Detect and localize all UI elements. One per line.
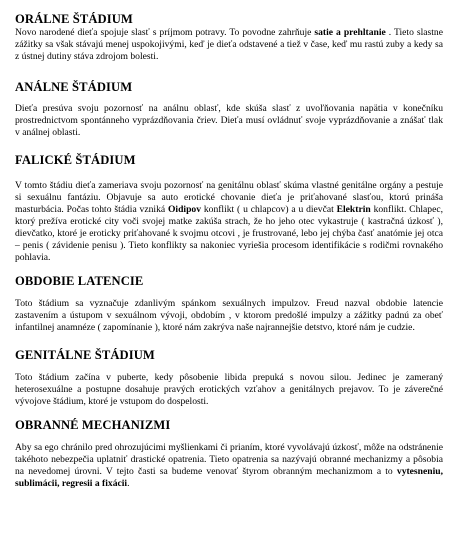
bold-term: Elektrin [336,203,371,215]
section-defense-mechanisms [15,418,443,490]
section-paragraph: Toto štádium začína v puberte, kedy pôsobenie libida prepuká s novou silou. Jedinec je zameraný heterosexuálne a postupne dosahuje pravých erotických vzťahov a genitálnych prejavov. To je záverečné vývojove štádium, ktoré je vstupom do dospelosti. [15,371,443,407]
section-heading: OBRANNÉ MECHANIZMI [15,417,171,432]
bold-term: vytesneniu, sublimácii, regresii a fixácii [15,465,443,490]
section-genital-stage [15,348,443,408]
section-paragraph: Novo narodené dieťa spojuje slasť s príjmom potravy. To povodne zahrňuje satie a prehltanie . Tieto slastne zážitky sa však stávajú menej uspokojivými, keď je dieťa odstavené a tiež v čase, keď mu rastú zuby a kedy sa z ústnej dutiny stáva zdrojom bolesti. [15,27,443,63]
section-heading: ANÁLNE ŠTÁDIUM [15,80,133,95]
section-latency-period [15,274,443,334]
bold-term: satie a prehltanie [314,27,386,38]
section-paragraph: Toto štádium sa vyznačuje zdanlivým spánkom sexuálnych impulzov. Freud nazval obdobie latencie zastavením a ústupom v sexuálnom vývoji, obdobím , v ktorom predošlé impulzy a zážitky padnú za obeť infantilnej anamnéze ( zapomínanie ), ktoré nám zakrýva naše najrannejšie detstvo, ktoré nám je cudzie. [15,298,443,334]
section-heading: ORÁLNE ŠTÁDIUM [15,12,133,26]
section-heading: FALICKÉ ŠTÁDIUM [15,152,136,167]
section-phallic-stage [15,153,443,265]
section-anal-stage [15,80,443,139]
section-oral-stage [15,12,443,63]
section-heading: GENITÁLNE ŠTÁDIUM [15,347,155,362]
bold-term: Oidipov [167,203,202,215]
section-paragraph: V tomto štádiu dieťa zameriava svoju pozornosť na genitálnu oblasť skúma vlastné genitálne orgány a pestuje si sexuálnu fantáziu. Objavuje sa auto erotické chovanie dieťa je priťahované slasťou, ktorú prináša masturbácia. Počas tohto štádia vzniká Oidipov konflikt ( u chlapcov) a u dievčat Elektrin konflikt. Chlapec, ktorý prežíva erotické city voči svojej matke zakúša strach, že ho jeho otec vykastruje ( kastračná úzkosť ), dievčatko, ktoré je eroticky priťahované k svojmu otcovi , je frustrované, lebo jej chýba časť anatómie jej otca – penis ( závidenie penisu ). Tieto konflikty sa nakoniec vyriešia procesom identifikácie s rodičmi rovnakého pohlavia. [15,179,444,264]
section-paragraph: Aby sa ego chránilo pred ohrozujúcimi myšlienkami či prianím, ktoré vyvolávajú úzkosť, môže na odstránenie takéhoto nebezpečia uplatniť drastické opatrenia. Tieto opatrenia sa nazývajú obranné mechanizmy a pôsobia na nevedomej úrovni. V tejto časti sa budeme venovať štyrom obranným mechanizmom a to vytesneniu, sublimácii, regresii a fixácii. [15,441,443,490]
section-heading: OBDOBIE LATENCIE [15,274,144,289]
section-paragraph: Dieťa presúva svoju pozornosť na análnu oblasť, kde skúša slasť z uvoľňovania napätia v konečníku prostrednictvom spontánneho vyprázdňovania čriev. Dieťa musí ovládnuť svoje vyprázdňovanie a znášať tlak v análnej oblasti. [15,103,443,139]
